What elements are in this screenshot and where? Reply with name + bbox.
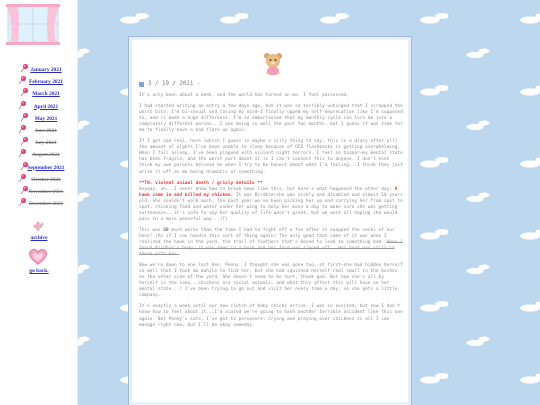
heart-icon[interactable] <box>26 248 50 266</box>
month-label: February 2021 <box>29 79 63 86</box>
month-archive-list <box>0 64 78 210</box>
paragraph-5-strikethrough: When I found Birdbie's body, it was deep in a bush and her face was ripped off...Her head was still in there with her. <box>139 239 403 258</box>
pushpin-icon <box>17 124 27 134</box>
paragraph-5-middle: much worse than the time I had to fight off a fox after it snapped the necks of our hens! (As if I can handle this sort of thing again) The only good that came of it was when I realized the hawk in the yard, the trail of feathers that's bound to lead to something bad. <box>139 227 395 245</box>
paragraph-4-end: It was Birdbie—she was sickly and disabled and almost 10 years old. She couldn't walk much. The past year we've been picking her up and carrying her from spot to spot, sticking food and water under her wing to help her move a day to make sure she was getting sustenance...it's safe to say her quality of life wasn't great, but we were all hoping she would pass in a more peaceful way...(T) <box>139 192 403 222</box>
month-link[interactable] <box>0 76 78 88</box>
month-link[interactable] <box>0 186 78 198</box>
paragraph-5 <box>139 228 403 258</box>
pushpin-icon <box>17 148 27 158</box>
month-label: September 2021 <box>27 164 65 171</box>
paragraph-4-start: Anyway, uh...I never know how to break news like this, but here's what happened the other day: <box>139 186 395 192</box>
month-link[interactable] <box>0 64 78 76</box>
entry-body <box>139 93 403 334</box>
paragraph-4-highlight: A hawk came in and killed my chicken. <box>139 186 398 198</box>
month-label: March 2021 <box>32 91 60 98</box>
pushpin-icon <box>17 100 27 110</box>
pushpin-icon <box>17 197 27 207</box>
pushpin-icon <box>17 75 27 85</box>
paragraph-5-emphasis: SO <box>163 227 169 233</box>
trigger-warning: **TW: violent animal death / grisly details ** <box>139 180 263 186</box>
paragraph-2: I had started writing an entry a few days ago, but it was so terribly unhinged that I scrapped the worst bits. I'm bi-sexual and losing my mind—I finally upped my self-deprecation like I'm supposed to, and it made a huge difference. I'm so embarrassed that my monthly cycle can turn me into a completely different person...I was doing so well the past two months, but I guess it was time for me to finally have a bad flare-up again. <box>139 104 403 134</box>
pushpin-icon <box>17 173 27 183</box>
month-link[interactable] <box>0 162 78 174</box>
month-link[interactable] <box>0 198 78 210</box>
month-label: October 2021 <box>31 176 61 183</box>
month-label: June 2021 <box>34 127 57 134</box>
pushpin-icon <box>19 112 29 122</box>
paragraph-3: If I get can real, here (which I guess is maybe a silly thing to say, this is a diary after all) the amount of nights I've been unable to sleep because of OCD flashbacks is getting overwhelming. When I fall asleep, I've been plagued with violent night terrors. I feel so hazmar—my mental state has been fragile, and the worst part about it is I can't connect this to anyone. I don't even think my own parents believe me when I try to be honest about what I'm feeling...I think they just write it off as me being dramatic or something. <box>139 139 403 175</box>
month-label: August 2021 <box>32 152 60 159</box>
month-link[interactable] <box>0 149 78 161</box>
go-back-link[interactable]: go back. <box>29 268 49 274</box>
paragraph-7: It's exactly a week until our new clutch of baby chicks arrive. I was so excited, but now I don't know how to feel about it...I'm scared we're going to have another terrible accident like this one again. But Penny's safe, I've got to persevere. Crying and praying over chickens is all I can manage right now, but I'll be okay someday. <box>139 304 403 328</box>
month-link[interactable] <box>0 101 78 113</box>
month-link[interactable] <box>0 174 78 186</box>
entry-date-row <box>139 81 200 87</box>
archive-link[interactable]: archive <box>30 235 48 241</box>
sidebar-nav <box>0 0 78 405</box>
month-label: April 2021 <box>33 103 59 110</box>
month-label: December 2021 <box>28 201 64 208</box>
paragraph-5-start: This was <box>139 227 164 233</box>
flower-sparkle-icon[interactable] <box>28 220 48 234</box>
pushpin-icon <box>19 63 29 73</box>
date-bullet-icon <box>139 82 144 87</box>
month-label: July 2021 <box>35 140 57 147</box>
pushpin-icon <box>19 185 29 195</box>
bear-mascot-icon <box>259 49 287 77</box>
month-link[interactable] <box>0 88 78 100</box>
diary-entry-panel <box>128 36 412 405</box>
month-label: November 2021 <box>28 188 64 195</box>
month-label: January 2021 <box>30 67 62 73</box>
month-link[interactable] <box>0 113 78 125</box>
paragraph-4 <box>139 181 403 223</box>
window-curtain-icon <box>6 4 60 48</box>
paragraph-6: Now we're down to one last hen, Penny. I thought she was gone too, at first—she had hidden herself so well that I took me awhile to find her, but she had squished herself real small in the bushes on the other side of the yard. She doesn't seem to be hurt, thank god. But now she's all by herself in the coop...chickens are social animals, and what this affect this will have on her mental state...? I've been trying to go out and visit her every time a day, so she gets a little company. <box>139 263 403 299</box>
month-link[interactable] <box>0 137 78 149</box>
month-link[interactable] <box>0 125 78 137</box>
pushpin-icon <box>19 136 29 146</box>
entry-date: 3 / 19 / 2021 - <box>148 81 201 87</box>
pushpin-icon <box>19 87 29 97</box>
pushpin-icon <box>19 161 29 171</box>
paragraph-1: It's only been about a week, and the world has turned on me. I feel possessed. <box>139 93 349 98</box>
month-label: May 2021 <box>34 115 58 122</box>
